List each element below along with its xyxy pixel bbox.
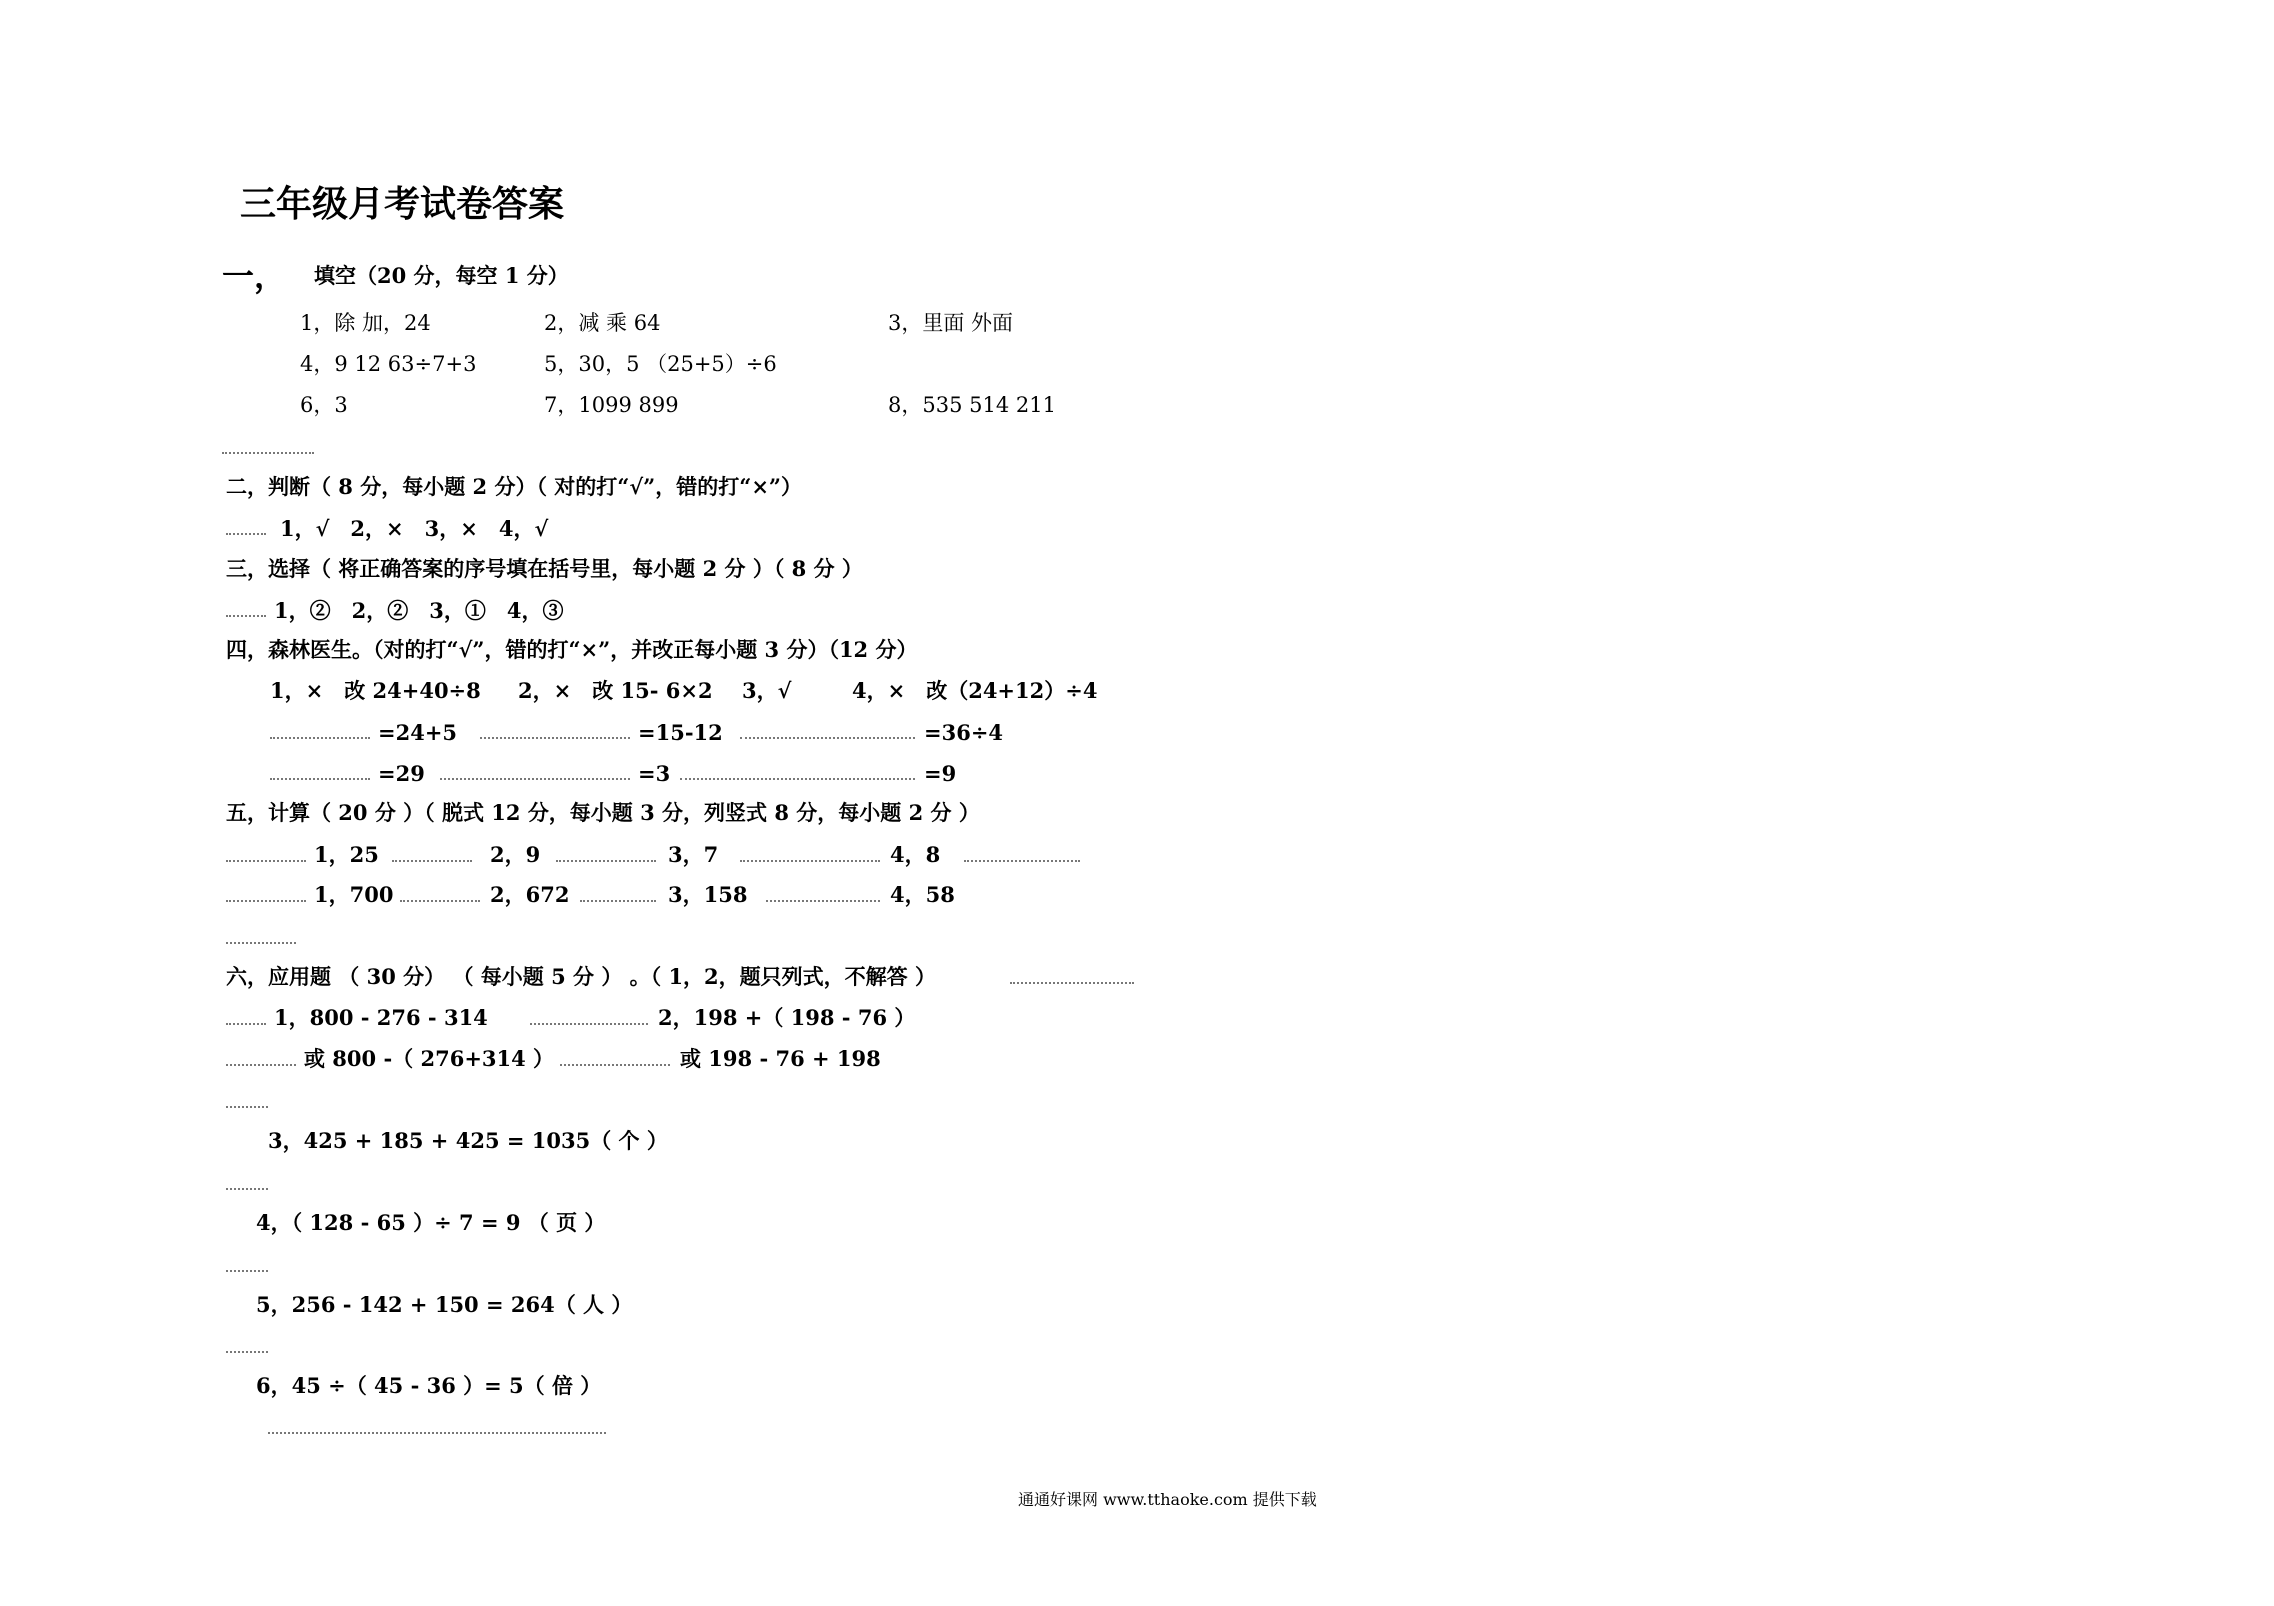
- s4-q4: 4，× 改（24+12）÷4: [852, 678, 1098, 703]
- leader-dots: [270, 778, 370, 780]
- leader-dots: [740, 860, 880, 862]
- s4-q4-step2: =9: [924, 761, 957, 786]
- s6-q4: 4，（ 128 - 65 ）÷ 7 = 9 （ 页 ）: [256, 1210, 606, 1235]
- s4-q1-step1: =24+5: [378, 720, 458, 745]
- s1-r3-c: 8，535 514 211: [888, 393, 1056, 417]
- section-3-heading: 三，选择（ 将正确答案的序号填在括号里，每小题 2 分 ）（ 8 分 ）: [226, 556, 863, 581]
- s5-r1-b: 2，9: [490, 842, 541, 867]
- leader-dots: [400, 900, 480, 902]
- s5-r1-c: 3，7: [668, 842, 719, 867]
- section-2-answers: 1，√ 2，× 3，× 4，√: [280, 516, 549, 541]
- leader-dots: [226, 1188, 268, 1190]
- s5-r2-c: 3，158: [668, 882, 748, 907]
- s1-r3-b: 7，1099 899: [544, 393, 679, 417]
- s6-q2-alt: 或 198 - 76 + 198: [680, 1046, 881, 1071]
- s4-q1: 1，× 改 24+40÷8: [270, 678, 481, 703]
- s1-r1-c: 3，里面 外面: [888, 311, 1014, 335]
- s4-q4-step1: =36÷4: [924, 720, 1004, 745]
- leader-dots: [226, 1064, 296, 1066]
- section-1-number: 一，: [222, 257, 287, 295]
- leader-dots: [392, 860, 472, 862]
- s4-q3: 3，√: [742, 678, 792, 703]
- leader-dots: [530, 1023, 648, 1025]
- leader-dots: [270, 737, 370, 739]
- s4-q2: 2，× 改 15- 6×2: [518, 678, 713, 703]
- section-5-heading: 五，计算（ 20 分 ）（ 脱式 12 分，每小题 3 分，列竖式 8 分，每小题 2 分 ）: [226, 800, 980, 825]
- s1-r2-b: 5，30，5 （25+5）÷6: [544, 352, 777, 376]
- s1-r1-a: 1，除 加，24: [300, 311, 431, 335]
- s6-q3: 3，425 + 185 + 425 = 1035（ 个 ）: [268, 1128, 668, 1153]
- s1-r1-b: 2，减 乘 64: [544, 311, 661, 335]
- leader-dots: [226, 1106, 268, 1108]
- leader-dots: [226, 615, 266, 617]
- s6-q1: 1，800 - 276 - 314: [274, 1005, 488, 1030]
- page-title: 三年级月考试卷答案: [240, 183, 565, 225]
- s5-r1-a: 1，25: [314, 842, 379, 867]
- leader-dots: [268, 1432, 606, 1434]
- s6-q5: 5，256 - 142 + 150 = 264（ 人 ）: [256, 1292, 633, 1317]
- leader-dots: [226, 942, 296, 944]
- leader-dots: [680, 778, 915, 780]
- section-1-heading: 填空（20 分，每空 1 分）: [314, 263, 569, 288]
- s5-r1-d: 4，8: [890, 842, 941, 867]
- s6-q2: 2，198 +（ 198 - 76 ）: [658, 1005, 916, 1030]
- section-6-heading: 六，应用题 （ 30 分） （ 每小题 5 分 ） 。（ 1，2，题只列式，不解答 ）: [226, 964, 936, 989]
- leader-dots: [222, 452, 314, 454]
- leader-dots: [226, 860, 306, 862]
- s4-q1-step2: =29: [378, 761, 425, 786]
- leader-dots: [226, 533, 266, 535]
- leader-dots: [964, 860, 1080, 862]
- s4-q2-step1: =15-12: [638, 720, 723, 745]
- leader-dots: [226, 1270, 268, 1272]
- s1-r2-a: 4，9 12 63÷7+3: [300, 352, 477, 376]
- section-3-answers: 1，② 2，② 3，① 4，③: [274, 598, 564, 623]
- leader-dots: [226, 1023, 266, 1025]
- section-2-heading: 二，判断（ 8 分，每小题 2 分）（ 对的打“√”，错的打“×”）: [226, 474, 802, 499]
- leader-dots: [556, 860, 656, 862]
- leader-dots: [1010, 982, 1134, 984]
- leader-dots: [480, 737, 630, 739]
- leader-dots: [560, 1064, 670, 1066]
- leader-dots: [440, 778, 630, 780]
- leader-dots: [766, 900, 880, 902]
- leader-dots: [226, 900, 306, 902]
- leader-dots: [226, 1351, 268, 1353]
- section-4-heading: 四，森林医生。（对的打“√”，错的打“×”，并改正每小题 3 分）（12 分）: [226, 637, 918, 662]
- s5-r2-a: 1，700: [314, 882, 394, 907]
- s6-q1-alt: 或 800 -（ 276+314 ）: [304, 1046, 555, 1071]
- s5-r2-b: 2，672: [490, 882, 570, 907]
- s5-r2-d: 4，58: [890, 882, 955, 907]
- leader-dots: [580, 900, 656, 902]
- s1-r3-a: 6，3: [300, 393, 348, 417]
- s6-q6: 6，45 ÷（ 45 - 36 ）= 5（ 倍 ）: [256, 1373, 602, 1398]
- leader-dots: [740, 737, 915, 739]
- footer-source: 通通好课网 www.tthaoke.com 提供下载: [1018, 1490, 1317, 1509]
- s4-q2-step2: =3: [638, 761, 671, 786]
